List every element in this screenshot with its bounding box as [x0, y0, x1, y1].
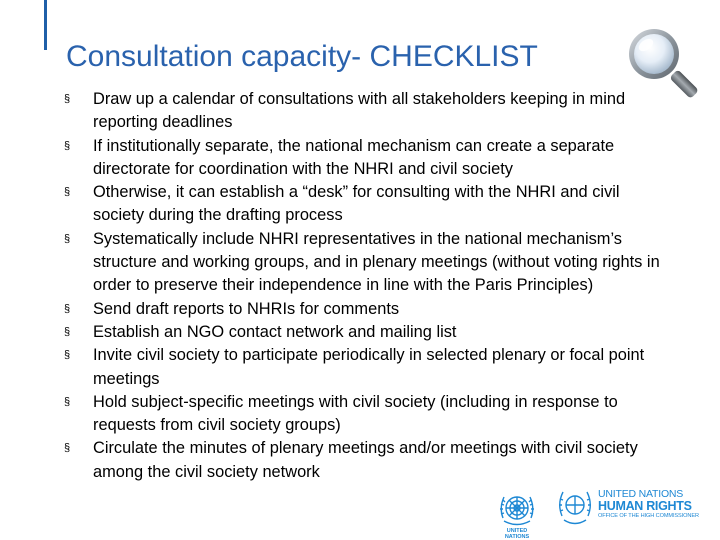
bullet-icon: §	[64, 232, 71, 245]
list-item	[60, 344, 665, 391]
checklist	[60, 88, 665, 484]
ohchr-line-3: OFFICE OF THE HIGH COMMISSIONER	[598, 513, 699, 519]
list-item-text: Hold subject-specific meetings with civil society (including in response to requests from civil society groups)	[93, 392, 618, 435]
list-item-text: Invite civil society to participate periodically in selected plenary or focal point meetings	[93, 346, 645, 388]
list-item	[60, 135, 665, 182]
bullet-icon: §	[64, 139, 71, 152]
un-caption: UNITED NATIONS	[504, 528, 530, 540]
slide-title: Consultation capacity- CHECKLIST	[66, 40, 538, 73]
list-item-text: Circulate the minutes of plenary meetings and/or meetings with civil society among the civil society network	[93, 439, 638, 481]
ohchr-emblem-icon	[556, 486, 594, 528]
bullet-icon: §	[64, 186, 71, 199]
list-item-text: Establish an NGO contact network and mailing list	[93, 322, 457, 341]
ohchr-wordmark	[598, 489, 708, 520]
list-item-text: Draw up a calendar of consultations with all stakeholders keeping in mind reporting deadlines	[93, 90, 626, 132]
list-item	[60, 298, 665, 321]
list-item-text: Send draft reports to NHRIs for comments	[93, 299, 400, 318]
list-item-text: If institutionally separate, the national mechanism can create a separate directorate for coordination with the NHRI and civil society	[93, 136, 615, 178]
title-accent-bar	[44, 0, 47, 50]
bullet-icon: §	[64, 302, 71, 315]
list-item	[60, 181, 665, 228]
bullet-icon: §	[64, 395, 71, 408]
footer-logos	[494, 484, 704, 540]
bullet-icon: §	[64, 442, 71, 455]
list-item	[60, 437, 665, 484]
ohchr-line-1: UNITED NATIONS	[598, 488, 684, 500]
list-item	[60, 228, 665, 298]
list-item-text: Systematically include NHRI representatives in the national mechanism’s structure and working groups, and in plenary meetings (without voting rights in order to preserve their independence in line with the Paris Principles)	[93, 229, 660, 295]
list-item	[60, 391, 665, 438]
bullet-icon: §	[64, 325, 71, 338]
bullet-icon: §	[64, 349, 71, 362]
list-item	[60, 321, 665, 344]
ohchr-line-2: HUMAN RIGHTS	[598, 499, 692, 513]
list-item	[60, 88, 665, 135]
bullet-icon: §	[64, 93, 71, 105]
list-item-text: Otherwise, it can establish a “desk” for consulting with the NHRI and civil society during the drafting process	[93, 183, 620, 225]
